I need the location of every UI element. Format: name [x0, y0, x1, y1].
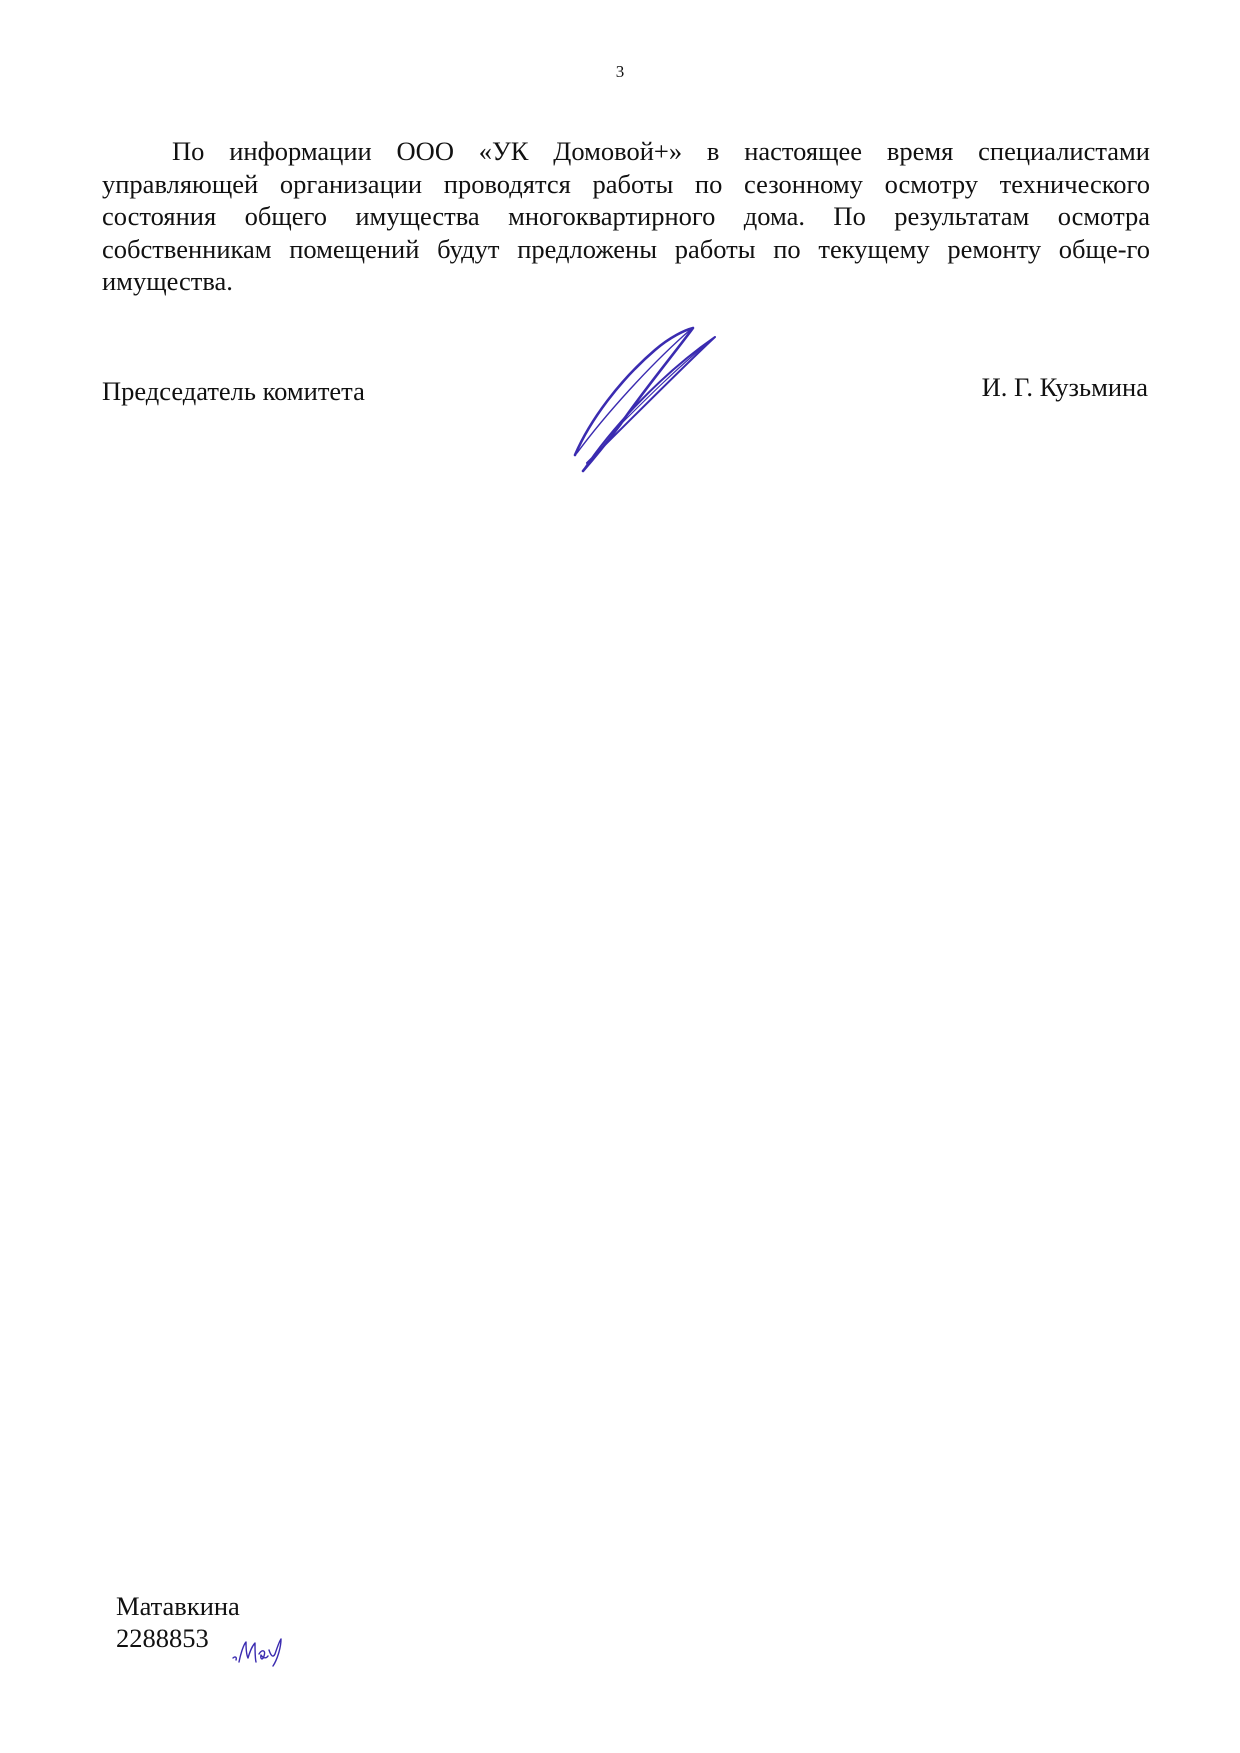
executor-phone: 2288853: [116, 1623, 209, 1653]
executor-name: Матавкина: [116, 1591, 240, 1621]
executor-info: [116, 1590, 240, 1654]
handwritten-signature: [565, 325, 735, 475]
page-number: 3: [615, 62, 625, 81]
handwritten-initials: [231, 1636, 286, 1668]
executor-phone-row: [116, 1622, 240, 1654]
signatory-name: И. Г. Кузьмина: [981, 372, 1148, 402]
signatory-title: Председатель комитета: [102, 376, 365, 406]
body-paragraph: По информации ООО «УК Домовой+» в настоящее время специалистами управляющей организации проводятся работы по сезонному осмотру технического состояния общего имущества многоквартирного дома. По результатам осмотра собственникам помещений будут предложены работы по текущему ремонту обще-го имущества.: [102, 136, 1150, 296]
